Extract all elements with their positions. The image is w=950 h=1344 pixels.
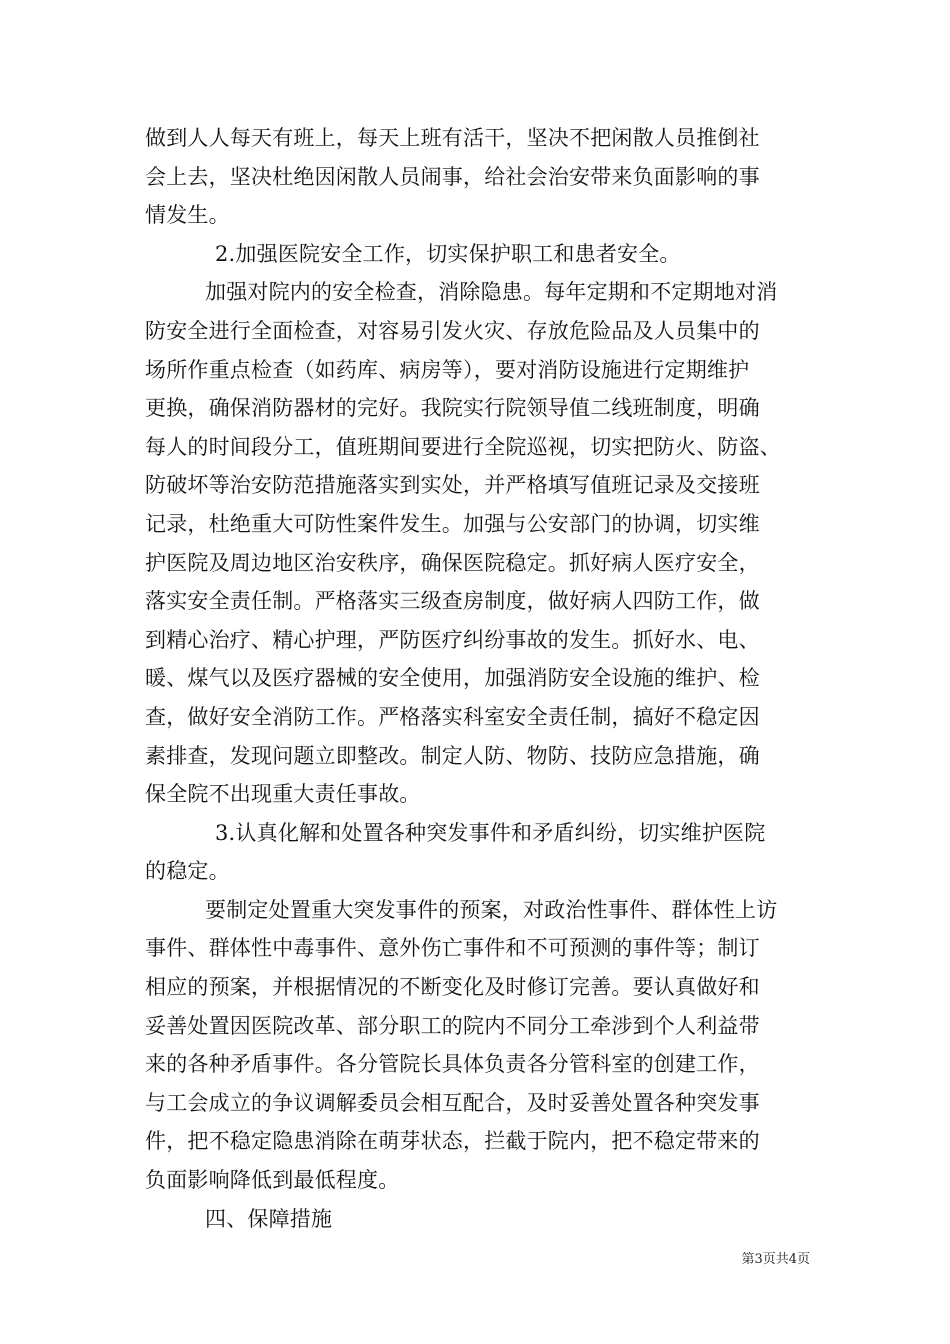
section-heading-2: 2.加强医院安全工作，切实保护职工和患者安全。 — [215, 241, 681, 266]
text-line: 件，把不稳定隐患消除在萌芽状态，拦截于院内，把不稳定带来的 — [145, 1129, 760, 1154]
text-line: 护医院及周边地区治安秩序，确保医院稳定。抓好病人医疗安全， — [145, 550, 760, 575]
text-line: 素排查，发现问题立即整改。制定人防、物防、技防应急措施，确 — [145, 743, 760, 768]
page-number: 第3页共4页 — [741, 1252, 810, 1267]
text-line: 落实安全责任制。严格落实三级查房制度，做好病人四防工作，做 — [145, 589, 760, 614]
text-line: 来的各种矛盾事件。各分管院长具体负责各分管科室的创建工作， — [145, 1052, 760, 1077]
body-text — [145, 119, 810, 1238]
text-line: 每人的时间段分工，值班期间要进行全院巡视，切实把防火、防盗、 — [145, 434, 781, 459]
text-line: 会上去，坚决杜绝因闲散人员闹事，给社会治安带来负面影响的事 — [145, 164, 760, 189]
text-line: 与工会成立的争议调解委员会相互配合，及时妥善处置各种突发事 — [145, 1090, 760, 1115]
text-line: 的稳定。 — [145, 859, 230, 884]
text-line: 妥善处置因医院改革、部分职工的院内不同分工牵涉到个人利益带 — [145, 1013, 760, 1038]
section-heading-3: 3.认真化解和处置各种突发事件和矛盾纠纷，切实维护医院 — [215, 820, 766, 845]
text-line: 防破坏等治安防范措施落实到实处，并严格填写值班记录及交接班 — [145, 473, 760, 498]
text-line: 到精心治疗、精心护理，严防医疗纠纷事故的发生。抓好水、电、 — [145, 627, 760, 652]
text-line: 负面影响降低到最低程度。 — [145, 1168, 400, 1193]
text-line: 做到人人每天有班上，每天上班有活干，坚决不把闲散人员推倒社 — [145, 126, 760, 150]
text-line: 记录，杜绝重大可防性案件发生。加强与公安部门的协调，切实维 — [145, 511, 760, 536]
text-line: 暖、煤气以及医疗器械的安全使用，加强消防安全设施的维护、检 — [145, 666, 760, 691]
text-line: 相应的预案，并根据情况的不断变化及时修订完善。要认真做好和 — [145, 975, 760, 1000]
text-line: 保全院不出现重大责任事故。 — [145, 782, 421, 807]
paragraph-start: 要制定处置重大突发事件的预案，对政治性事件、群体性上访 — [205, 897, 778, 922]
text-line: 更换，确保消防器材的完好。我院实行院领导值二线班制度，明确 — [145, 396, 760, 421]
paragraph-start: 加强对院内的安全检查，消除隐患。每年定期和不定期地对消 — [205, 280, 778, 305]
section-heading-4: 四、保障措施 — [205, 1206, 333, 1231]
text-line: 查，做好安全消防工作。严格落实科室安全责任制，搞好不稳定因 — [145, 704, 760, 729]
text-line: 防安全进行全面检查，对容易引发火灾、存放危险品及人员集中的 — [145, 318, 760, 343]
text-line: 场所作重点检查（如药库、病房等），要对消防设施进行定期维护 — [145, 357, 750, 382]
text-line: 事件、群体性中毒事件、意外伤亡事件和不可预测的事件等；制订 — [145, 936, 760, 961]
text-line: 情发生。 — [145, 203, 230, 228]
